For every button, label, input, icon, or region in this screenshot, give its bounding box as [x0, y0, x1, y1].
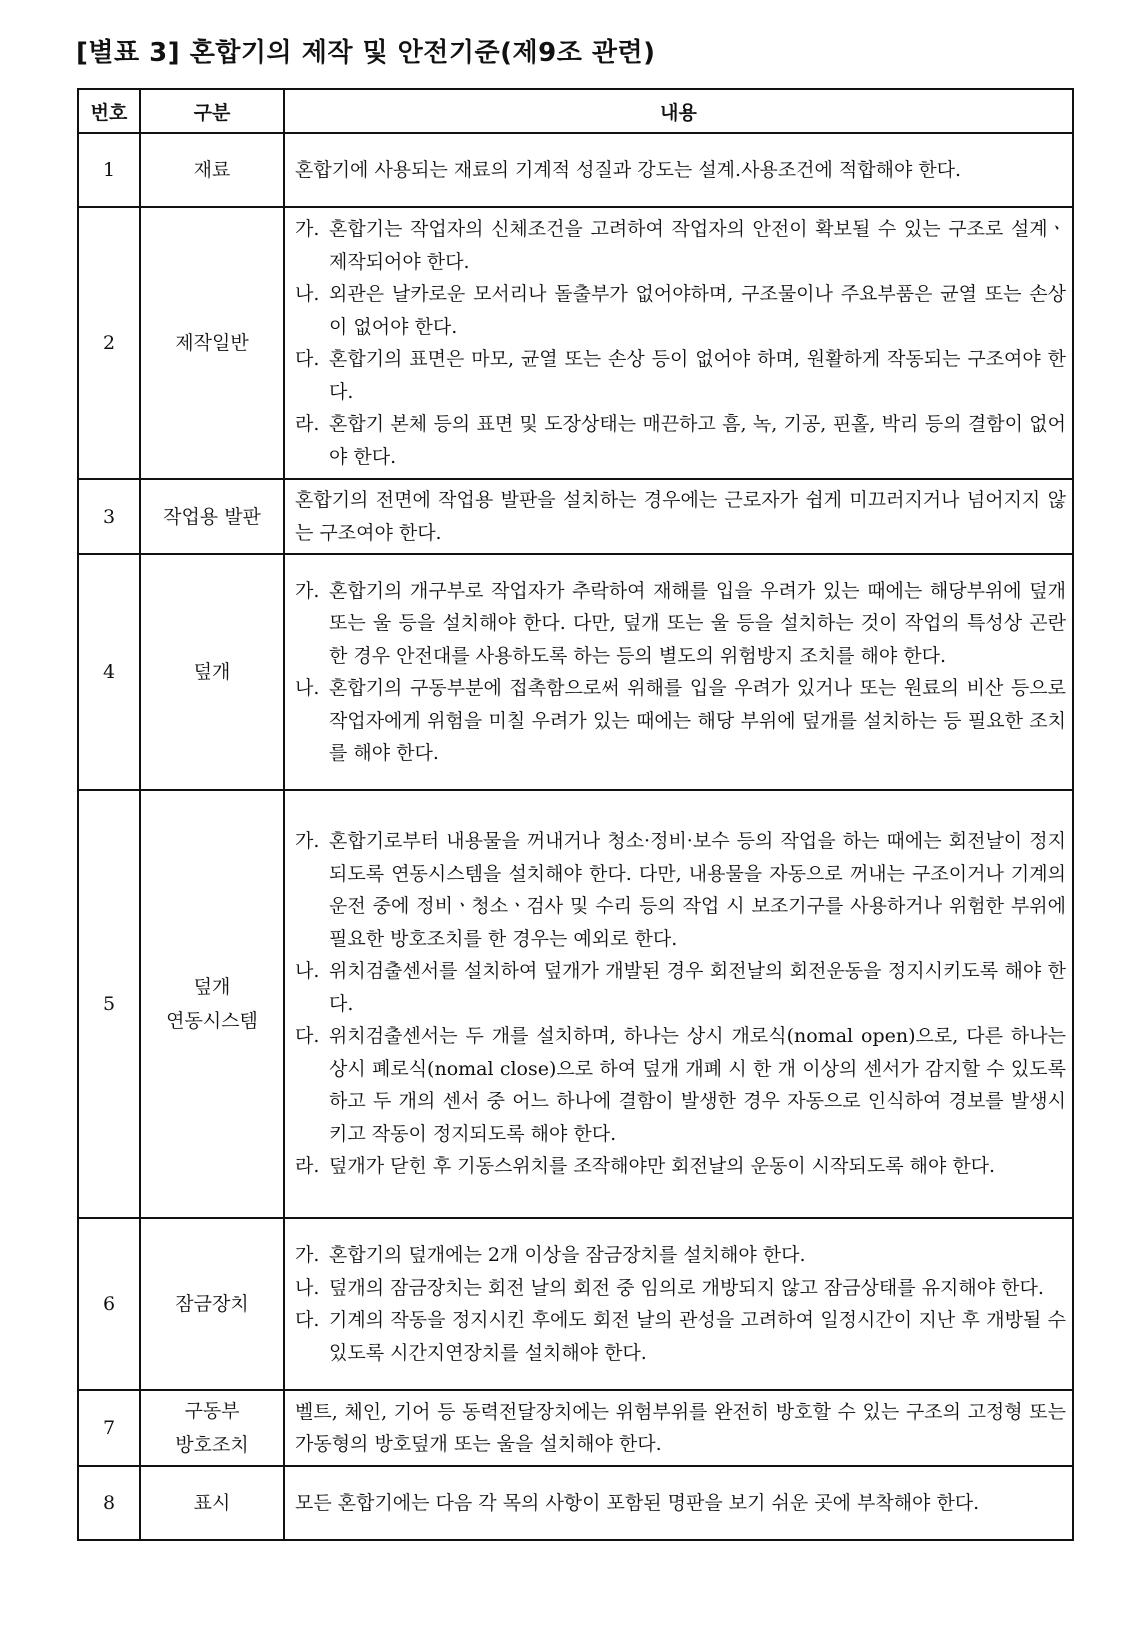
- row-number: 4: [78, 554, 140, 790]
- item-text: 외관은 날카로운 모서리나 돌출부가 없어야하며, 구조물이나 주요부품은 균열 또는 손상이 없어야 한다.: [329, 283, 1066, 338]
- item-text: 혼합기의 덮개에는 2개 이상을 잠금장치를 설치해야 한다.: [329, 1244, 806, 1266]
- table-row: [78, 790, 1073, 1218]
- item-text: 혼합기의 표면은 마모, 균열 또는 손상 등이 없어야 하며, 원활하게 작동되는 구조여야 한다.: [329, 348, 1066, 403]
- row-number: 5: [78, 790, 140, 1218]
- row-category: [140, 790, 284, 1218]
- list-item: [295, 278, 1066, 343]
- item-text: 위치검출센서를 설치하여 덮개가 개발된 경우 회전날의 회전운동을 정지시키도록 해야 한다.: [329, 960, 1066, 1015]
- item-marker: 가.: [295, 579, 320, 602]
- row-content: [284, 479, 1073, 554]
- list-item: [295, 955, 1066, 1020]
- item-text: 덮개의 잠금장치는 회전 날의 회전 중 임의로 개방되지 않고 잠금상태를 유지해야 한다.: [329, 1276, 1044, 1299]
- page-title: [별표 3] 혼합기의 제작 및 안전기준(제9조 관련): [76, 38, 656, 68]
- list-item: [295, 213, 1066, 278]
- row-text: 모든 혼합기에는 다음 각 목의 사항이 포함된 명판을 보기 쉬운 곳에 부착해야 한다.: [295, 1491, 980, 1514]
- header-number: 번호: [78, 89, 140, 133]
- table-row: [78, 133, 1073, 207]
- table-row: [78, 554, 1073, 790]
- list-item: [295, 343, 1066, 408]
- item-text: 혼합기의 구동부분에 접촉함으로써 위해를 입을 우려가 있거나 또는 원료의 비산 등으로 작업자에게 위험을 미칠 우려가 있는 때에는 해당 부위에 덮개를 설치하는 등 필요한 조치를 해야 한다.: [329, 677, 1066, 764]
- row-number: 6: [78, 1218, 140, 1390]
- row-category: 재료: [140, 133, 284, 207]
- row-content: [284, 1390, 1073, 1466]
- item-marker: 나.: [295, 960, 320, 983]
- list-item: [295, 672, 1066, 770]
- list-item: [295, 408, 1066, 473]
- table-row: [78, 1218, 1073, 1390]
- row-text: 혼합기에 사용되는 재료의 기계적 성질과 강도는 설계.사용조건에 적합해야 한다.: [295, 158, 962, 181]
- category-line: 방호조치: [175, 1434, 249, 1456]
- item-marker: 가.: [295, 218, 320, 240]
- item-marker: 다.: [295, 348, 320, 370]
- list-item: [295, 1020, 1066, 1150]
- row-text: 혼합기의 전면에 작업용 발판을 설치하는 경우에는 근로자가 쉽게 미끄러지거나 넘어지지 않는 구조여야 한다.: [295, 489, 1066, 544]
- item-marker: 라.: [295, 413, 320, 435]
- row-content: [284, 790, 1073, 1218]
- item-marker: 나.: [295, 283, 320, 305]
- row-category: 잠금장치: [140, 1218, 284, 1390]
- item-text: 혼합기는 작업자의 신체조건을 고려하여 작업자의 안전이 확보될 수 있는 구조로 설계ㆍ제작되어야 한다.: [329, 218, 1066, 273]
- row-category: 표시: [140, 1466, 284, 1540]
- table-header-row: [78, 89, 1073, 133]
- row-category: 덮개: [140, 554, 284, 790]
- row-content: [284, 133, 1073, 207]
- table-row: [78, 1390, 1073, 1466]
- table-row: [78, 479, 1073, 554]
- list-item: [295, 1272, 1066, 1305]
- table-row: [78, 1466, 1073, 1540]
- item-marker: 다.: [295, 1025, 320, 1048]
- item-marker: 가.: [295, 1244, 320, 1266]
- category-line: 구동부: [184, 1400, 240, 1422]
- row-category: 작업용 발판: [140, 479, 284, 554]
- category-line: 연동시스템: [166, 1010, 258, 1032]
- list-item: [295, 1239, 1066, 1272]
- header-category: 구분: [140, 89, 284, 133]
- row-number: 2: [78, 207, 140, 479]
- item-marker: 나.: [295, 1276, 320, 1299]
- item-text: 덮개가 닫힌 후 기동스위치를 조작해야만 회전날의 운동이 시작되도록 해야 한다.: [329, 1155, 996, 1178]
- item-marker: 라.: [295, 1155, 320, 1178]
- list-item: [295, 575, 1066, 673]
- item-text: 위치검출센서는 두 개를 설치하며, 하나는 상시 개로식(nomal open)으로, 다른 하나는 상시 폐로식(nomal close)으로 하여 덮개 개폐 시 한 개 이상의 센서가 감지할 수 있도록 하고 두 개의 센서 중 어느 하나에 결함이 발생한 경우 자동으로 인식하여 경보를 발생시키고 작동이 정지되도록 해야 한다.: [329, 1025, 1066, 1145]
- list-item: [295, 825, 1066, 955]
- category-line: 덮개: [193, 976, 231, 998]
- row-content: [284, 207, 1073, 479]
- row-content: [284, 1218, 1073, 1390]
- list-item: [295, 1150, 1066, 1183]
- item-marker: 다.: [295, 1309, 320, 1331]
- item-marker: 가.: [295, 830, 320, 853]
- row-category: [140, 1390, 284, 1466]
- item-text: 혼합기 본체 등의 표면 및 도장상태는 매끈하고 흠, 녹, 기공, 핀홀, 박리 등의 결함이 없어야 한다.: [329, 413, 1066, 468]
- table-row: [78, 207, 1073, 479]
- header-content: 내용: [284, 89, 1073, 133]
- row-number: 7: [78, 1390, 140, 1466]
- row-content: [284, 1466, 1073, 1540]
- item-text: 혼합기의 개구부로 작업자가 추락하여 재해를 입을 우려가 있는 때에는 해당부위에 덮개 또는 울 등을 설치해야 한다. 다만, 덮개 또는 울 등을 설치하는 것이 작업의 특성상 곤란한 경우 안전대를 사용하도록 하는 등의 별도의 위험방지 조치를 해야 한다.: [329, 579, 1066, 667]
- row-category: 제작일반: [140, 207, 284, 479]
- row-content: [284, 554, 1073, 790]
- item-text: 기계의 작동을 정지시킨 후에도 회전 날의 관성을 고려하여 일정시간이 지난 후 개방될 수 있도록 시간지연장치를 설치해야 한다.: [329, 1309, 1066, 1364]
- item-text: 혼합기로부터 내용물을 꺼내거나 청소·정비·보수 등의 작업을 하는 때에는 회전날이 정지되도록 연동시스템을 설치해야 한다. 다만, 내용물을 자동으로 꺼내는 구조이거나 기계의 운전 중에 정비ㆍ청소ㆍ검사 및 수리 등의 작업 시 보조기구를 사용하거나 위험한 부위에 필요한 방호조치를 한 경우는 예외로 한다.: [329, 830, 1066, 950]
- row-number: 8: [78, 1466, 140, 1540]
- item-marker: 나.: [295, 677, 320, 699]
- row-number: 3: [78, 479, 140, 554]
- row-text: 벨트, 체인, 기어 등 동력전달장치에는 위험부위를 완전히 방호할 수 있는 구조의 고정형 또는 가동형의 방호덮개 또는 울을 설치해야 한다.: [295, 1400, 1066, 1455]
- list-item: [295, 1304, 1066, 1369]
- row-number: 1: [78, 133, 140, 207]
- standards-table: [77, 88, 1074, 1541]
